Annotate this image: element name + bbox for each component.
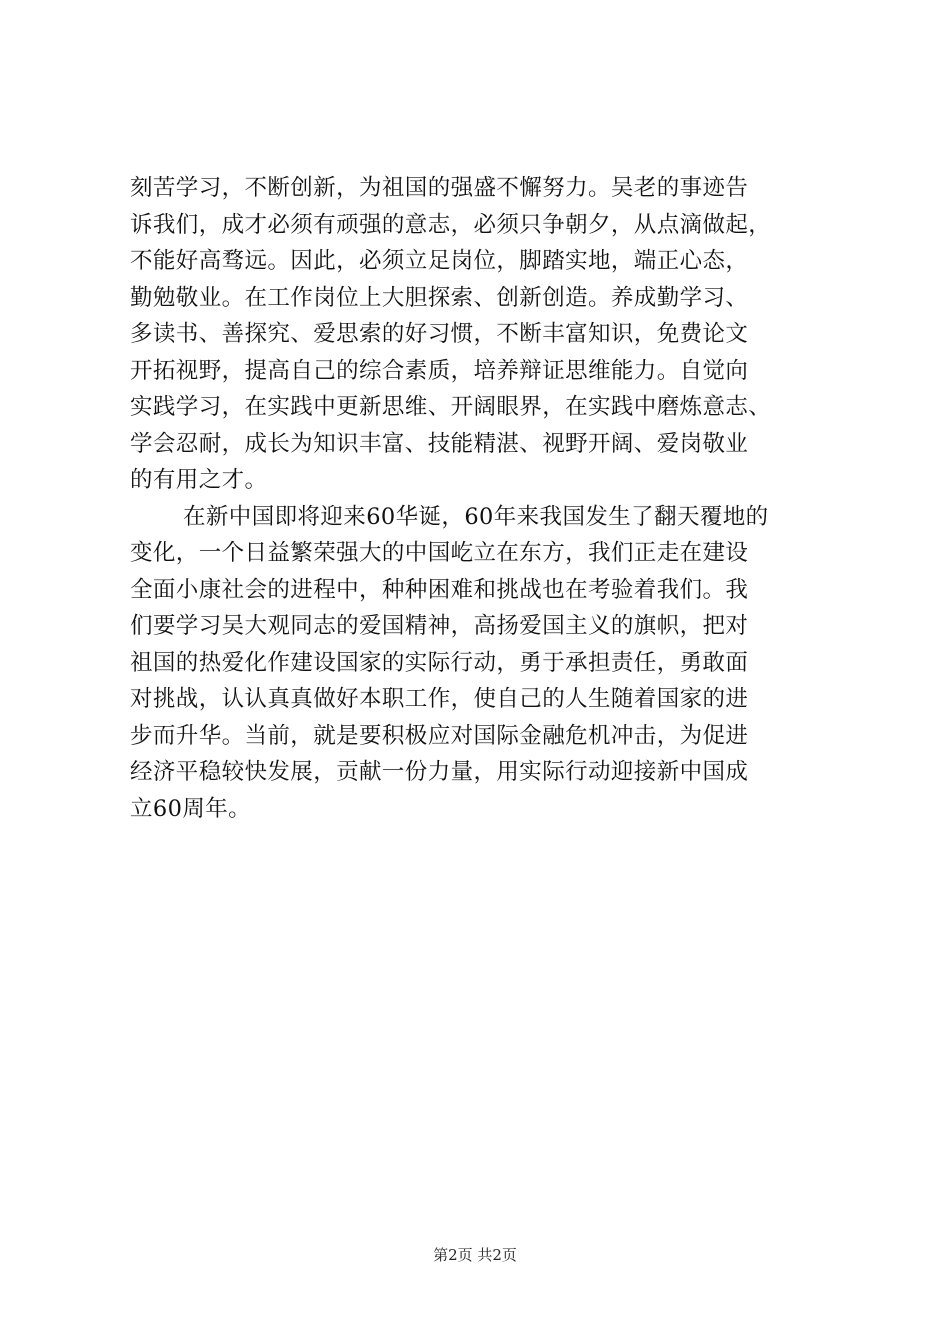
text-line: 变化，一个日益繁荣强大的中国屹立在东方，我们正走在建设 xyxy=(130,540,749,566)
text-line: 不能好高骛远。因此，必须立足岗位，脚踏实地，端正心态， xyxy=(130,248,749,274)
text-line: 祖国的热爱化作建设国家的实际行动，勇于承担责任，勇敢面 xyxy=(130,649,749,676)
text-line: 经济平稳较快发展，贡献一份力量，用实际行动迎接新中国成 xyxy=(130,759,749,785)
text-line: 步而升华。当前，就是要积极应对国际金融危机冲击，为促进 xyxy=(130,722,749,749)
text-line: 勤勉敬业。在工作岗位上大胆探索、创新创造。养成勤学习、 xyxy=(130,284,749,311)
text-line: 学会忍耐，成长为知识丰富、技能精湛、视野开阔、爱岗敬业 xyxy=(130,430,749,457)
text-line: 的有用之才。 xyxy=(130,467,268,493)
text-line: 在新中国即将迎来60华诞，60年来我国发生了翻天覆地的 xyxy=(183,503,769,530)
text-line: 全面小康社会的进程中，种种困难和挑战也在考验着我们。我 xyxy=(130,576,749,603)
page-number: 第2页 共2页 xyxy=(433,1246,517,1264)
page-footer xyxy=(0,1245,950,1265)
body-text xyxy=(130,170,840,827)
text-line: 对挑战，认认真真做好本职工作，使自己的人生随着国家的进 xyxy=(130,686,749,712)
text-line: 开拓视野，提高自己的综合素质，培养辩证思维能力。自觉向 xyxy=(130,357,749,384)
text-line: 们要学习吴大观同志的爱国精神，高扬爱国主义的旗帜，把对 xyxy=(130,613,749,639)
text-line: 立60周年。 xyxy=(130,795,252,822)
paragraph-2 xyxy=(130,499,840,828)
text-line: 多读书、善探究、爱思索的好习惯，不断丰富知识，免费论文 xyxy=(130,321,749,347)
text-line: 诉我们，成才必须有顽强的意志，必须只争朝夕，从点滴做起， xyxy=(130,211,772,238)
text-line: 刻苦学习，不断创新，为祖国的强盛不懈努力。吴老的事迹告 xyxy=(130,175,749,201)
text-line: 实践学习，在实践中更新思维、开阔眼界，在实践中磨炼意志、 xyxy=(130,394,772,420)
paragraph-1 xyxy=(130,170,840,499)
